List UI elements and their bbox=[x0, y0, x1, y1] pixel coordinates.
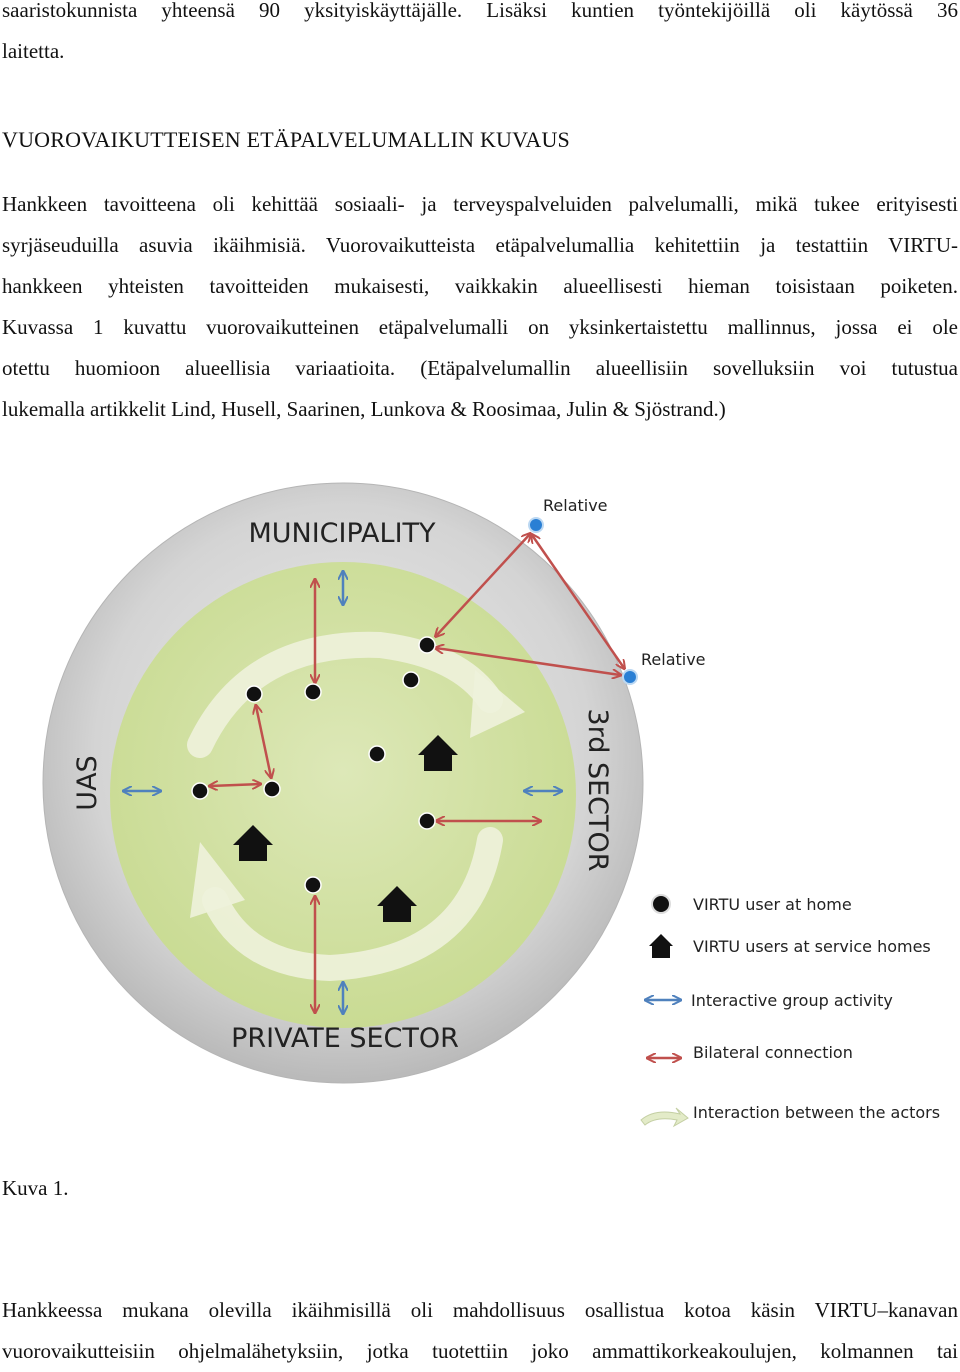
paragraph-line: lukemalla artikkelit Lind, Husell, Saarinen, Lunkova & Roosimaa, Julin & Sjöstrand.) bbox=[2, 397, 726, 421]
paragraph-line: Hankkeen tavoitteena oli kehittää sosiaali- ja terveyspalveluiden palvelumalli, mikä tukee erityisesti bbox=[2, 192, 958, 216]
legend-label: VIRTU user at home bbox=[693, 895, 852, 914]
legend-label: Interactive group activity bbox=[691, 991, 893, 1010]
black-dot-icon bbox=[652, 895, 670, 913]
legend-label: Interaction between the actors bbox=[693, 1103, 941, 1122]
paragraph-line: otettu huomioon alueellisia variaatioita. (Etäpalvelumallin alueellisiin sovelluksiin voi tutustua bbox=[2, 356, 958, 380]
relative-dot bbox=[529, 518, 543, 532]
text-line: saaristokunnista yhteensä 90 yksityiskäyttäjälle. Lisäksi kuntien työntekijöillä oli käytössä 36 bbox=[2, 0, 958, 22]
house-icon bbox=[649, 934, 673, 958]
green-curved-arrow-icon bbox=[641, 1108, 688, 1126]
legend-label: Bilateral connection bbox=[693, 1043, 853, 1062]
paragraph-line: syrjäseuduilla asuvia ikäihmisiä. Vuorovaikutteista etäpalvelumallia kehitettiin ja testattiin VIRTU- bbox=[2, 233, 958, 257]
text-line: laitetta. bbox=[2, 39, 65, 63]
text-line: vuorovaikutteisiin ohjelmalähetyksiin, jotka tuotettiin joko ammattikorkeakoulujen, kolmannen tai bbox=[2, 1339, 958, 1363]
legend bbox=[641, 895, 940, 1126]
relative-label: Relative bbox=[543, 496, 608, 515]
figure-caption: Kuva 1. bbox=[2, 1176, 69, 1200]
municipality-label: MUNICIPALITY bbox=[248, 518, 436, 549]
text-line: Hankkeessa mukana olevilla ikäihmisillä oli mahdollisuus osallistua kotoa käsin VIRTU–kanavan bbox=[2, 1298, 958, 1322]
uas-label: UAS bbox=[72, 755, 103, 811]
paragraph-line: hankkeen yhteisten tavoitteiden mukaisesti, vaikkakin alueellisesti hieman toisistaan poiketen. bbox=[2, 274, 958, 298]
relative-dot bbox=[623, 670, 637, 684]
third-sector-label: 3rd SECTOR bbox=[582, 708, 613, 872]
relative-label: Relative bbox=[641, 650, 706, 669]
paragraph-line: Kuvassa 1 kuvattu vuorovaikutteinen etäpalvelumalli on yksinkertaistettu mallinnus, jossa ei ole bbox=[2, 315, 958, 339]
section-heading: VUOROVAIKUTTEISEN ETÄPALVELUMALLIN KUVAUS bbox=[2, 127, 570, 152]
private-sector-label: PRIVATE SECTOR bbox=[231, 1023, 459, 1054]
service-model-diagram bbox=[0, 470, 960, 1170]
legend-label: VIRTU users at service homes bbox=[693, 937, 931, 956]
